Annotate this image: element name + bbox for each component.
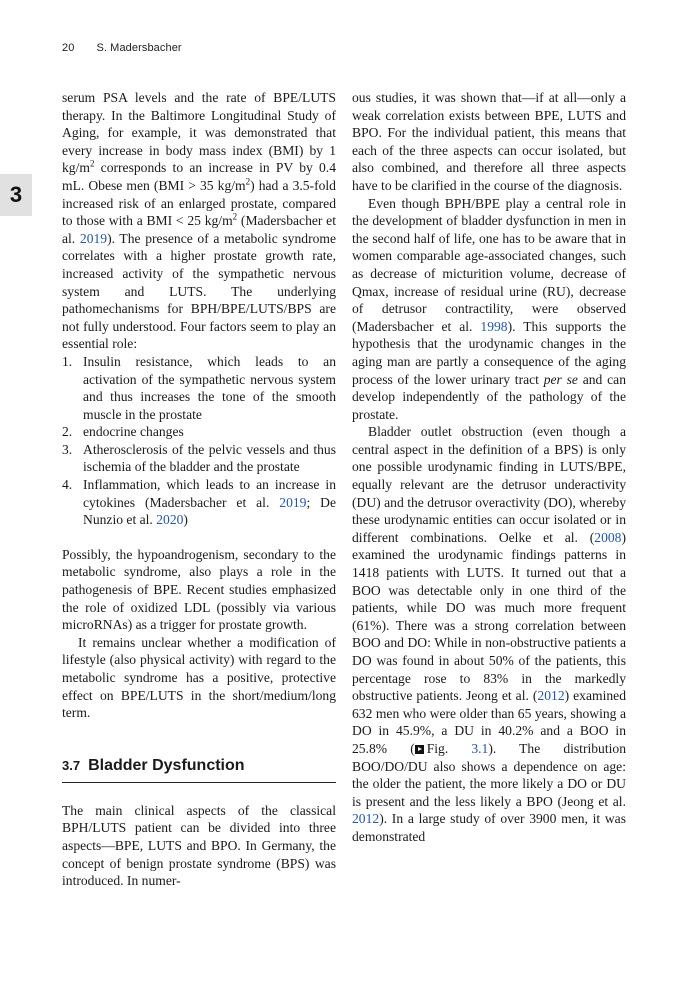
citation-link[interactable]: 2012 (352, 811, 380, 827)
figure-link-icon[interactable] (415, 745, 424, 754)
right-column (352, 89, 626, 846)
citation-link[interactable]: 2012 (537, 688, 565, 704)
running-head (62, 42, 182, 54)
section-title: Bladder Dysfunction (88, 756, 245, 774)
paragraph-hypoandrogenism: Possibly, the hypoandrogenism, secondary to the metabolic syndrome, also plays a role in the pathogenesis of BPE. Recent studies emphasized the role of oxidized LDL (possibly via various microRNAs) as a trigger for prostate growth. (62, 546, 336, 633)
paragraph-clinical-aspects: The main clinical aspects of the classical BPH/LUTS patient can be divided into three aspects—BPE, LUTS and BPO. In Germany, the concept of benign prostate syndrome (BPS) was introduced. In numer- (62, 802, 336, 889)
section-heading (62, 756, 336, 783)
citation-link[interactable]: 1998 (480, 318, 508, 334)
paragraph-correlation: ous studies, it was shown that—if at all—only a weak correlation exists between BPE, LUTS and BPO. For the individual patient, this means that each of the three aspects can occur isolated, but also combined, and therefore all three aspects have to be clarified in the course of the diagnosis. (352, 90, 626, 193)
page-number: 20 (62, 42, 75, 54)
section-number: 3.7 (62, 757, 81, 773)
paragraph-aging: Even though BPH/BPE play a central role in the development of bladder dysfunction in men in the second half of life, one has to be aware that in women comparable age-associated changes, such as decrease of micturition volume, decrease of Qmax, increase of residual urine (RU), decrease of detrusor contractility, were observed (Madersbacher et al. 1998). This supports the hypothesis that the urodynamic changes in the aging man are partly a consequence of the aging process of the lower urinary tract per se and can develop independently of the pathology of the prostate. (352, 195, 626, 422)
list-item: 2. endocrine changes (62, 424, 184, 440)
left-column (62, 89, 336, 890)
list-item: 3. Atherosclerosis of the pelvic vessels and thus ischemia of the bladder and the prostate (62, 441, 336, 475)
factors-list (62, 353, 336, 529)
chapter-tab: 3 (0, 174, 32, 216)
citation-link[interactable]: 2019 (79, 230, 108, 246)
running-head-author: S. Madersbacher (96, 42, 182, 54)
citation-link[interactable]: 2020 (156, 512, 184, 528)
list-item: 1. Insulin resistance, which leads to an activation of the sympathetic nervous system and thus increases the tone of the smooth muscle in the prostate (62, 353, 336, 422)
paragraph-lifestyle: It remains unclear whether a modification of lifestyle (also physical activity) with regard to the metabolic syndrome has a positive, protective effect on BPE/LUTS in the short/medium/long term. (62, 634, 336, 721)
citation-link[interactable]: 2008 (594, 529, 622, 545)
paragraph-metabolic: serum PSA levels and the rate of BPE/LUTS therapy. In the Baltimore Longitudinal Study of Aging, for example, it was demonstrated that every increase in body mass index (BMI) by 1 $kg/m^2$ corresponds to an increase in PV by 0.4 mL. Obese men (BMI > 35 $kg/m^2$) had a 3.5-fold increased risk of an enlarged prostate, compared to those with a BMI < 25 $kg/m^2$ (Madersbacher et al. 2019). The presence of a metabolic syndrome correlates with a higher prostate growth rate, increased activity of the sympathetic nervous system and LUTS. The underlying pathomechanisms for BPH/BPE/LUTS/BPS are not fully understood. Four factors seem to play an essential role: (62, 90, 337, 352)
figure-link[interactable]: 3.1 (471, 740, 489, 756)
list-item: 4. Inflammation, which leads to an increase in cytokines (Madersbacher et al. 2019; De Nunzio et al. 2020) (62, 477, 336, 528)
paragraph-bladder-outlet: Bladder outlet obstruction (even though a central aspect in the definition of a BPS) is only one possible urodynamic finding in LUTS/BPE, equally relevant are the detrusor underactivity (DU) and the detrusor overactivity (DO), whereby these urodynamic entities can occur isolated or in different combinations. Oelke et al. (2008) examined the urodynamic findings patterns in 1418 patients with LUTS. It turned out that a BOO was detectable only in one third of the patients, while DO was much more frequent (61%). There was a strong correlation between BOO and DO: While in non-obstructive patients a DO was found in about 50% of the patients, this percentage rose to 83% in the markedly obstructive patients. Jeong et al. (2012) examined 632 men who were older than 65 years, showing a DO in 45.9%, a DU in 40.2% and a BOO in 25.8% ( Fig. 3.1). The distribution BOO/DO/DU also shows a dependence on age: the older the patient, the more likely a DO or DU is present and the less likely a BPO (Jeong et al. 2012). In a large study of over 3900 men, it was demonstrated (352, 424, 626, 844)
citation-link[interactable]: 2019 (279, 494, 307, 510)
